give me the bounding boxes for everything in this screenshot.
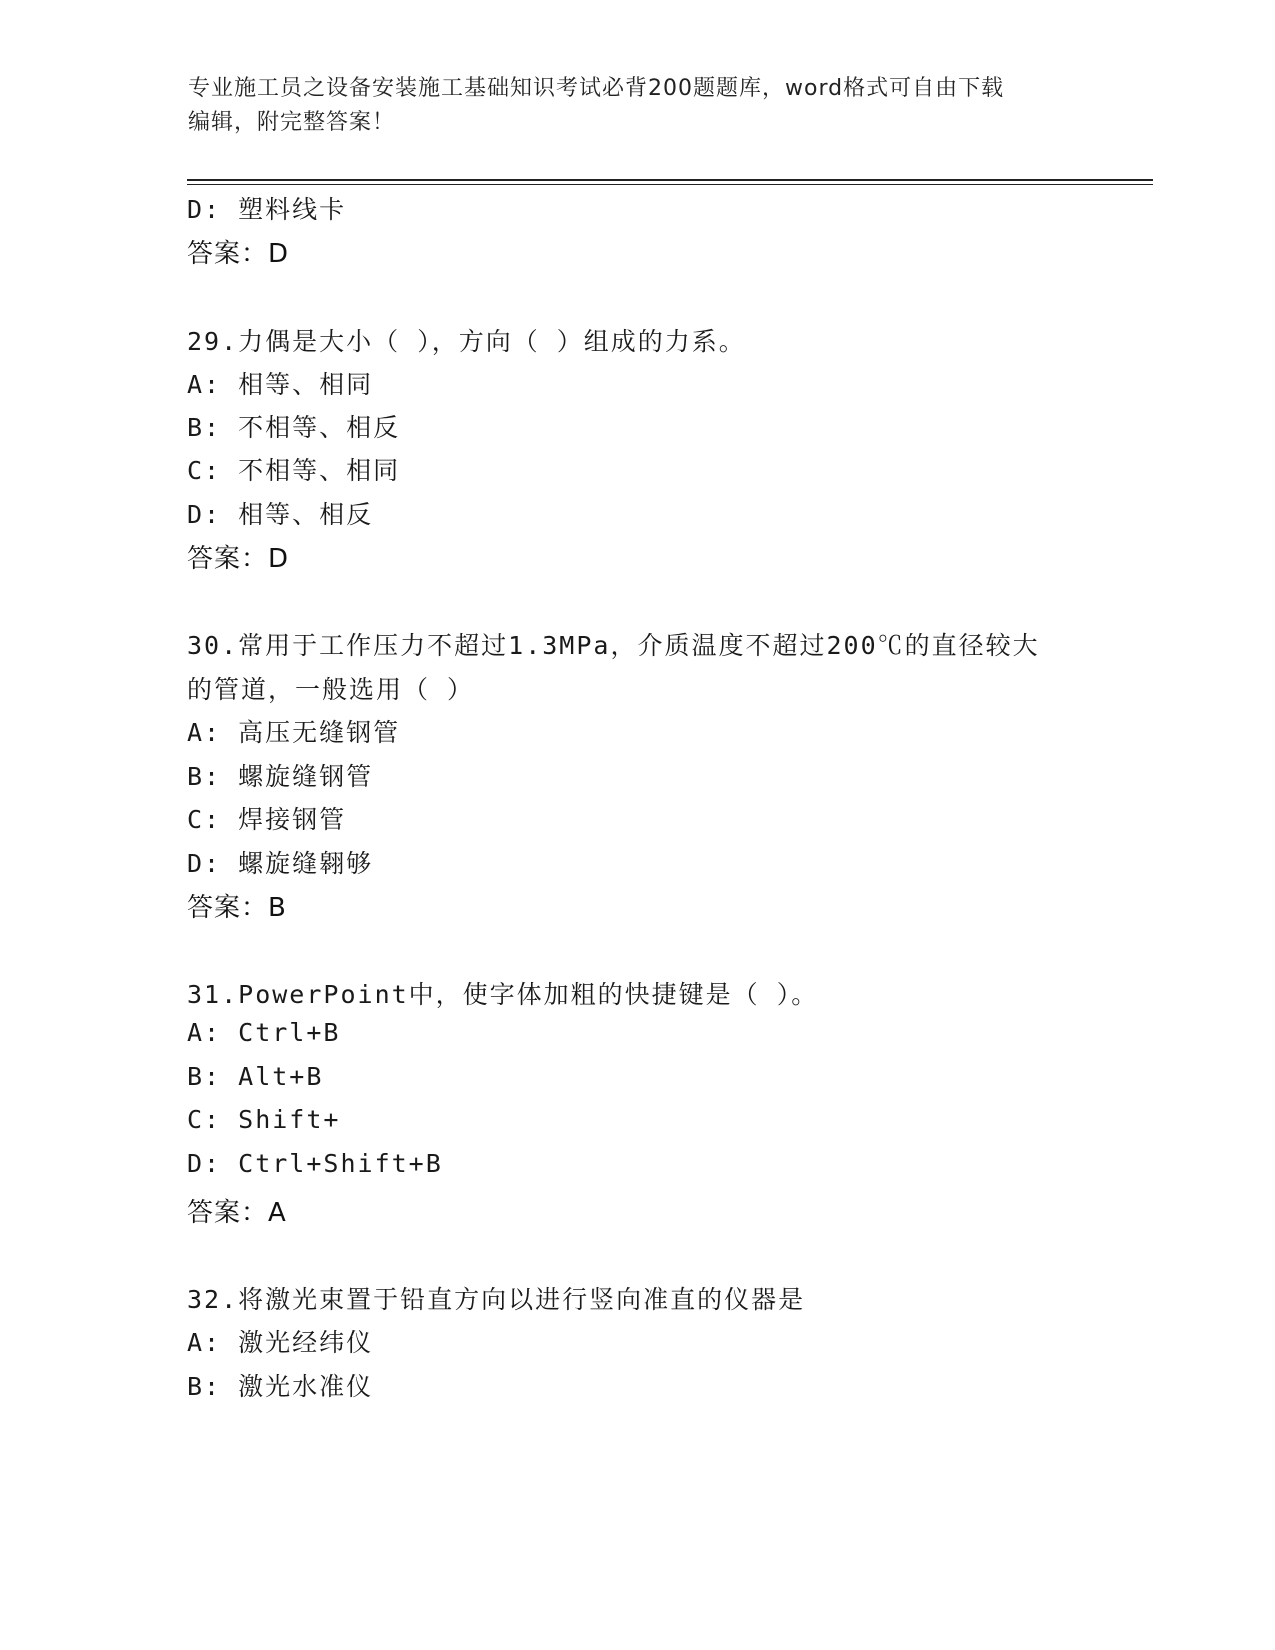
q29-option-c: C: 不相等、相同 [187,456,401,485]
q30-question-line2: 的管道，一般选用（ ） [187,675,475,704]
q30-question-line1: 30.常用于工作压力不超过1.3MPa，介质温度不超过200℃的直径较大 [187,631,1040,660]
q31-option-d: D: Ctrl+Shift+B [187,1149,443,1178]
q30-option-b: B: 螺旋缝钢管 [187,762,374,791]
header-title-line1: 专业施工员之设备安装施工基础知识考试必背200题题库，word格式可自由下载 [188,76,1005,101]
q29-option-a: A: 相等、相同 [187,370,374,399]
q29-option-b: B: 不相等、相反 [187,413,401,442]
q30-option-c: C: 焊接钢管 [187,805,347,834]
q32-option-b: B: 激光水准仪 [187,1372,374,1401]
q28-answer: 答案：D [187,239,290,269]
header-title-line2: 编辑，附完整答案！ [188,110,396,135]
q31-option-c: C: Shift+ [187,1105,341,1134]
document-header [188,72,1088,140]
q31-option-a: A: Ctrl+B [187,1018,341,1047]
q29-option-d: D: 相等、相反 [187,500,374,529]
q30-answer: 答案：B [187,893,287,923]
q31-option-b: B: Alt+B [187,1062,324,1091]
q28-option-d: D: 塑料线卡 [187,195,347,224]
q32-option-a: A: 激光经纬仪 [187,1328,374,1357]
q30-option-d: D: 螺旋缝翱够 [187,849,374,878]
header-divider-thin [187,184,1153,185]
q32-question: 32.将激光束置于铅直方向以进行竖向准直的仪器是 [187,1285,806,1314]
q29-question: 29.力偶是大小（ ），方向（ ）组成的力系。 [187,327,746,356]
q29-answer: 答案：D [187,544,290,574]
q31-answer: 答案：A [187,1198,287,1228]
q31-question: 31.PowerPoint中，使字体加粗的快捷键是（ ）。 [187,980,819,1009]
q30-option-a: A: 高压无缝钢管 [187,718,401,747]
header-divider-thick [187,179,1153,181]
